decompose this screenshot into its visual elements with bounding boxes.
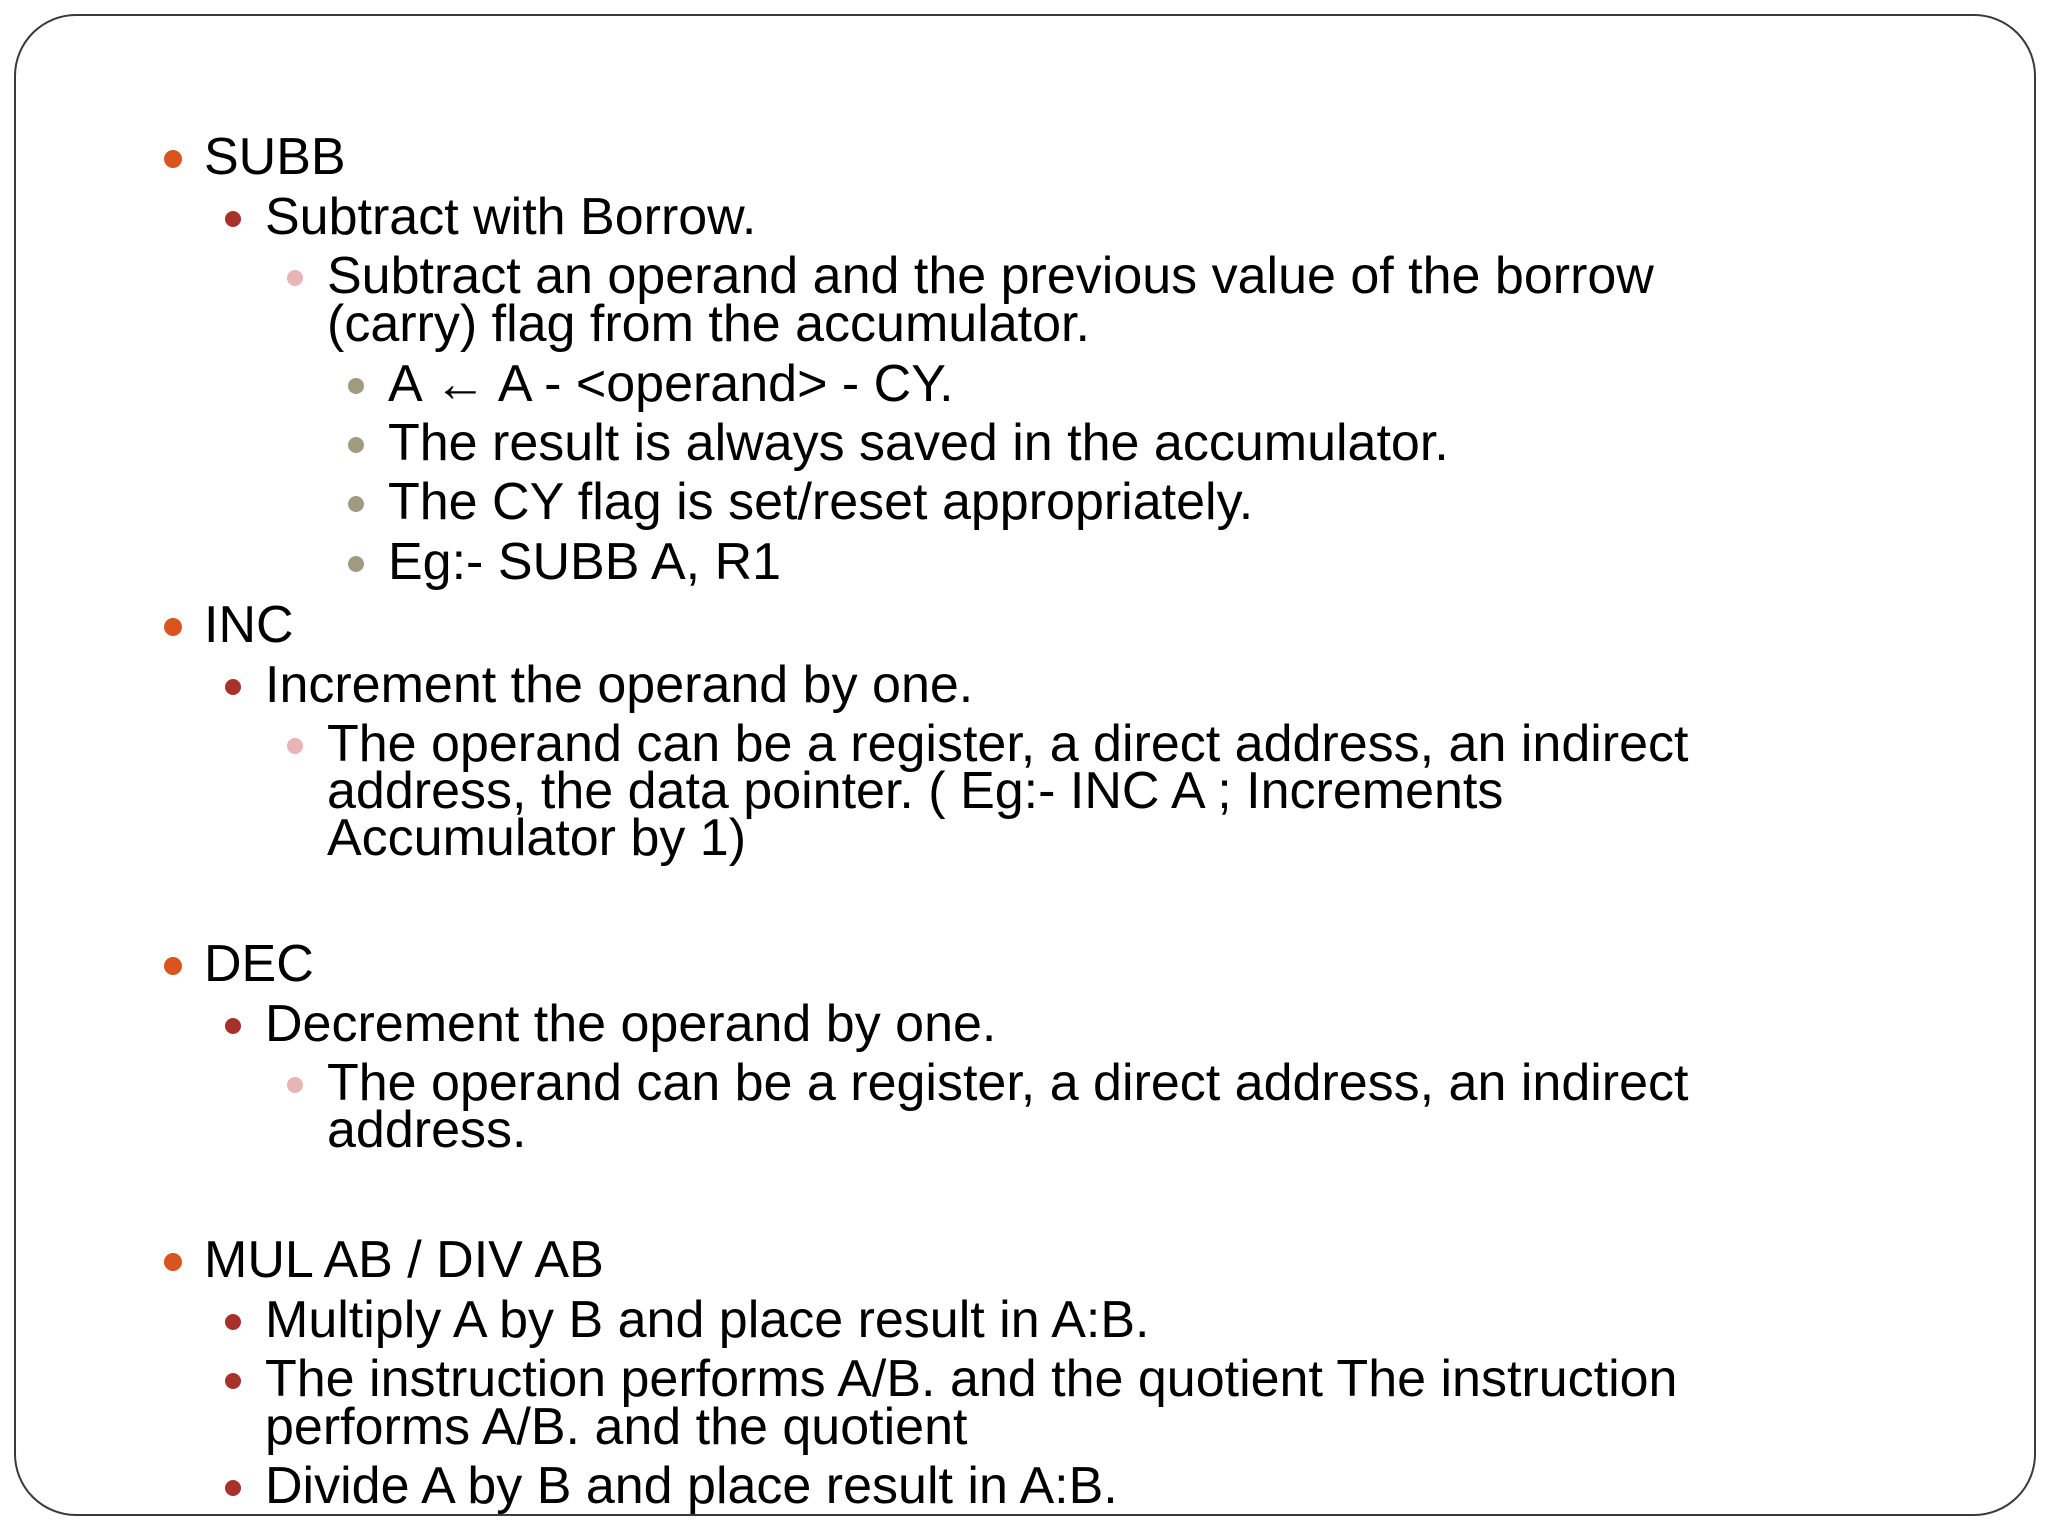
bullet-dot-icon [164,618,182,636]
section-title: SUBB [204,128,346,186]
bullet-dot-icon [225,679,241,695]
bullet-dot-icon [348,378,364,394]
bullet-dot-icon [225,1373,241,1389]
bullet-dot-icon [164,150,182,168]
bullet-dot-icon [164,1253,182,1271]
section-title: DEC [204,935,314,993]
bullet-list: SUBB Subtract with Borrow. Subtract an operand and the previous value of the borrow (carry) flag from the accumulator. A ← A - <operand> - CY. The result is always saved in the accumulator. The CY flag is set/reset appropriately. Eg:- SUBB A, R1 INC Increment the operand by one. The operand can be a register, a direct address, an indirect address, the data pointer. ( Eg:- INC A ; Increments Accumulator by 1) DEC Decrement the operand by one. The operand can be a register, a direct address, an indirect address. MUL AB / DIV AB Multiply A by B and place result in A:B. The instruction performs A/B. and the quotient The instruction performs A/B. and the quotient Divide A by B and place result in A:B. [16,16,2034,1514]
bullet-dot-icon [348,556,364,572]
slide-frame [14,14,2036,1516]
bullet-dot-icon [348,496,364,512]
section-title: INC [204,596,294,654]
bullet-dot-icon [287,270,303,286]
bullet-dot-icon [225,1480,241,1496]
bullet-dot-icon [225,211,241,227]
bullet-dot-icon [348,437,364,453]
bullet-dot-icon [287,738,303,754]
bullet-dot-icon [225,1018,241,1034]
section-title: MUL AB / DIV AB [204,1231,604,1289]
bullet-dot-icon [287,1077,303,1093]
bullet-dot-icon [164,957,182,975]
bullet-dot-icon [225,1314,241,1330]
